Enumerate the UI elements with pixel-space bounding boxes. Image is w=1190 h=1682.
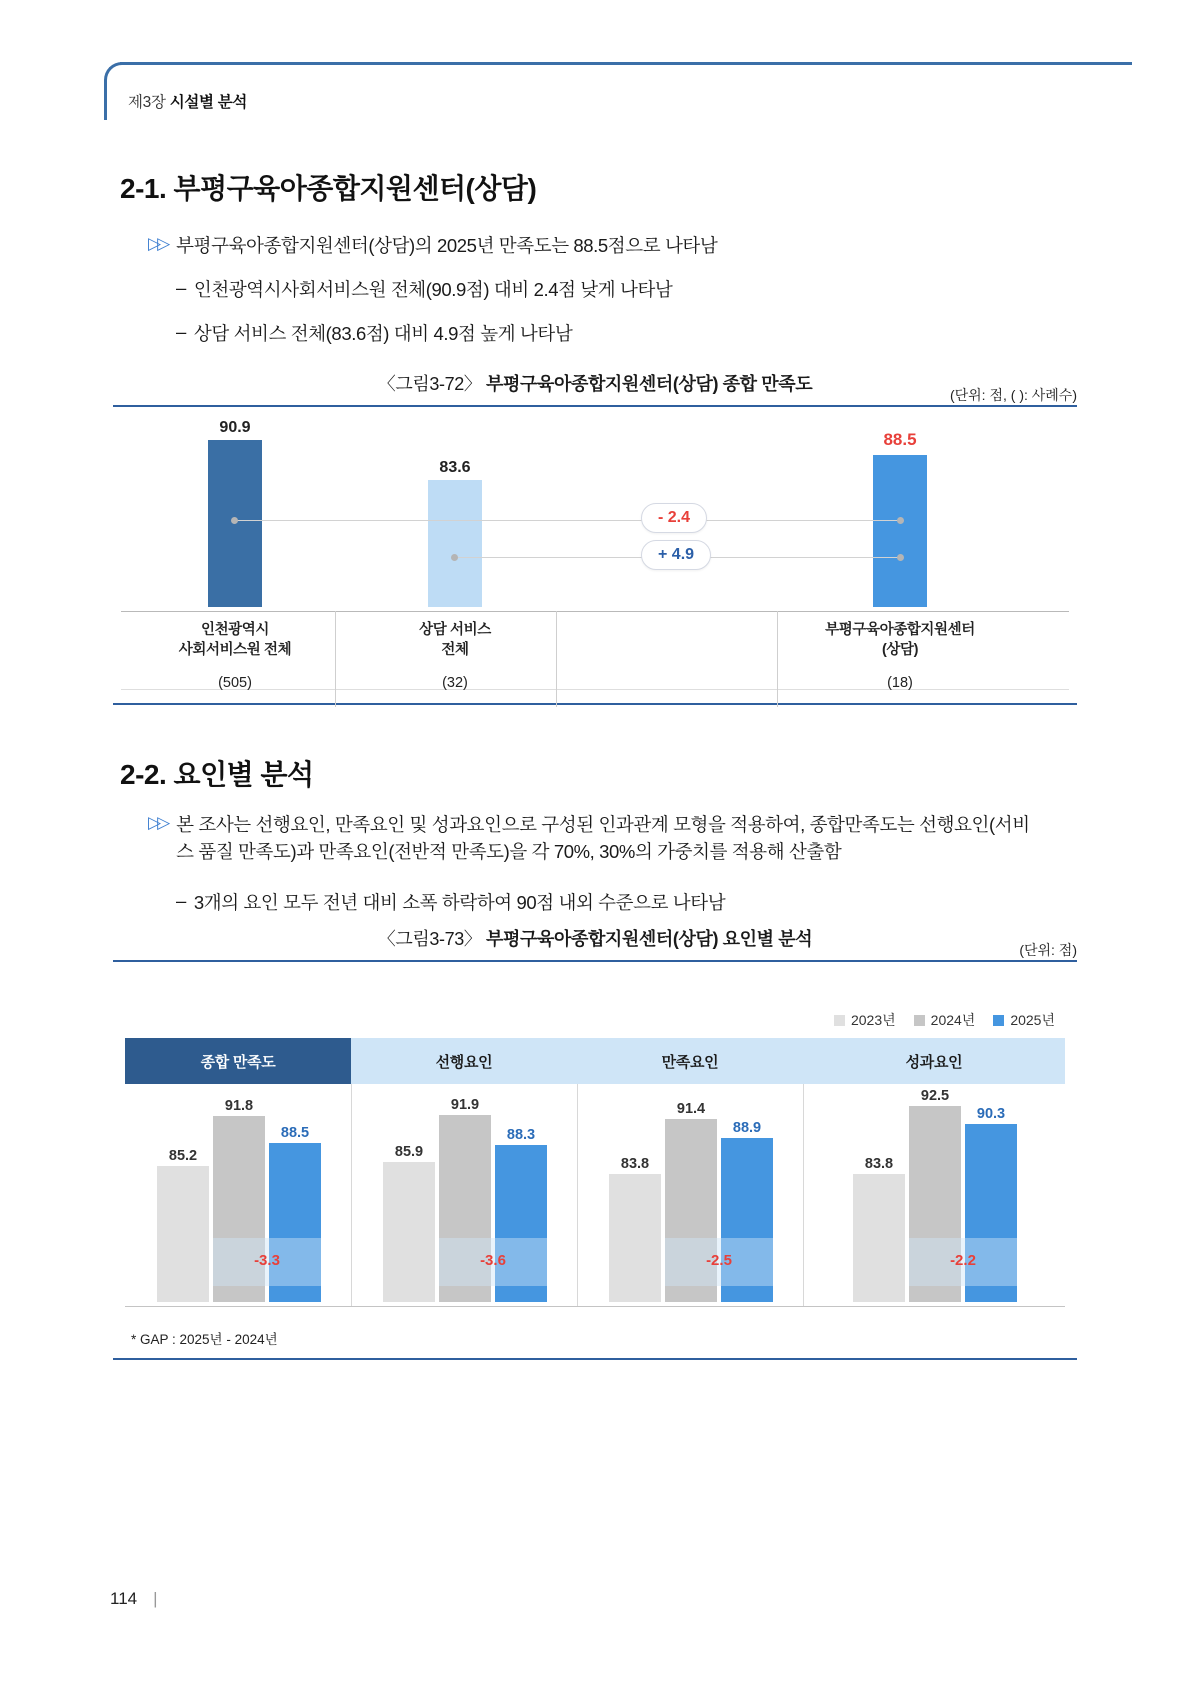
page-number	[110, 1589, 158, 1609]
figure-1-gap-badge-2: + 4.9	[641, 540, 711, 570]
figure-2-p3-gap-value: -2.5	[706, 1252, 732, 1269]
bullet-text: 3개의 요인 모두 전년 대비 소폭 하락하여 90점 내외 수준으로 나타남	[193, 892, 726, 913]
dash-marker: –	[176, 277, 186, 298]
figure-2-p3-bar-2023	[609, 1174, 661, 1302]
figure-2-panel-divider	[803, 1084, 804, 1306]
header-corner-decoration	[104, 62, 124, 120]
figure-1-connector-line-1	[235, 520, 900, 521]
figure-2-p4-gap-value: -2.2	[950, 1252, 976, 1269]
figure-2-chart	[113, 960, 1077, 1360]
figure-2-panel-2-header: 선행요인	[351, 1038, 577, 1084]
figure-1-category-2-cases: (32)	[442, 675, 468, 691]
figure-2-p2-bar-2023	[383, 1162, 435, 1302]
category-line-2: 전체	[441, 641, 469, 658]
figure-2-p2-gap-value: -3.6	[480, 1252, 506, 1269]
figure-2-p4-label-2025: 90.3	[976, 1106, 1006, 1122]
legend-item-2025	[993, 1010, 1055, 1030]
figure-2-footnote: * GAP : 2025년 - 2024년	[131, 1332, 278, 1347]
bullet-text: 부평구육아종합지원센터(상담)의 2025년 만족도는 88.5점으로 나타남	[176, 235, 718, 256]
section-2-bullet-2	[176, 890, 1036, 917]
figure-1-bar-1-value: 90.9	[219, 419, 251, 436]
figure-1-category-4-cases: (18)	[887, 675, 913, 691]
category-line-1: 인천광역시	[200, 622, 270, 638]
figure-1-bar-2-value: 83.6	[439, 459, 471, 476]
figure-1-unit-note: (단위: 점, ( ): 사례수)	[949, 387, 1077, 403]
page-header	[0, 62, 1190, 122]
figure-1-chart	[113, 405, 1077, 705]
page-number-divider: |	[153, 1589, 158, 1608]
legend-swatch-icon	[993, 1015, 1004, 1026]
running-head-chapter: 제3장	[128, 94, 166, 111]
figure-2-axis-line	[125, 1306, 1065, 1307]
figure-2-p4-label-2024: 92.5	[920, 1088, 950, 1104]
bullet-text: 인천광역시사회서비스원 전체(90.9점) 대비 2.4점 낮게 나타남	[193, 279, 673, 300]
category-line-2: 사회서비스원 전체	[178, 641, 292, 658]
figure-2-unit-note: (단위: 점)	[1019, 942, 1077, 958]
figure-2-p4-bar-2023	[853, 1174, 905, 1302]
figure-1-column-divider	[335, 611, 336, 707]
bullet-text: 상담 서비스 전체(83.6점) 대비 4.9점 높게 나타남	[193, 323, 573, 344]
legend-label: 2025년	[1010, 1012, 1055, 1028]
figure-2-p1-gap-value: -3.3	[254, 1252, 280, 1269]
figure-2-p1-label-2025: 88.5	[280, 1125, 310, 1141]
category-line-2: (상담)	[881, 641, 919, 658]
figure-1-axis-line	[121, 611, 1069, 612]
figure-2-panel-4-header: 성과요인	[803, 1038, 1065, 1084]
running-head-title: 시설별 분석	[169, 94, 248, 111]
legend-item-2023	[834, 1010, 896, 1030]
dash-marker: –	[176, 890, 186, 911]
legend-swatch-icon	[914, 1015, 925, 1026]
figure-2-panel-divider	[577, 1084, 578, 1306]
figure-1-category-1-cases: (505)	[218, 675, 252, 691]
figure-2-p1-bar-2023	[157, 1166, 209, 1302]
figure-1-connector-dot	[451, 554, 458, 561]
figure-1-bar-4-value: 88.5	[883, 430, 917, 449]
figure-2-panel-3-header: 만족요인	[577, 1038, 803, 1084]
figure-2-p3-label-2023: 83.8	[620, 1156, 650, 1172]
figure-1-caption-title: 부평구육아종합지원센터(상담) 종합 만족도	[486, 374, 813, 394]
legend-label: 2023년	[850, 1012, 896, 1028]
figure-2-p3-label-2024: 91.4	[676, 1101, 706, 1117]
figure-2-p4-label-2023: 83.8	[864, 1156, 894, 1172]
figure-2-p1-label-2023: 85.2	[168, 1148, 198, 1164]
section-1-bullet-1	[148, 233, 1028, 260]
header-rule	[120, 62, 1132, 65]
category-line-1: 부평구육아종합지원센터	[825, 622, 975, 638]
figure-1-category-2-label	[355, 621, 555, 660]
chevron-double-right-icon: ▷▷	[148, 813, 167, 832]
figure-1-bar-4	[873, 455, 927, 607]
dash-marker: –	[176, 321, 186, 342]
section-2-bullet-1	[148, 812, 1048, 866]
figure-2-legend	[834, 1010, 1055, 1030]
figure-2-panel-divider	[351, 1084, 352, 1306]
figure-1-gap-badge-1: - 2.4	[641, 503, 707, 533]
figure-1-category-1-label	[135, 621, 335, 660]
figure-2-caption-title: 부평구육아종합지원센터(상담) 요인별 분석	[486, 929, 813, 949]
chevron-double-right-icon: ▷▷	[148, 234, 167, 253]
figure-2-panel-1-header: 종합 만족도	[125, 1038, 351, 1084]
figure-1-connector-dot	[897, 517, 904, 524]
figure-1-connector-dot	[231, 517, 238, 524]
figure-1-caption-number: 〈그림3-72〉	[377, 374, 482, 394]
section-2-title: 2-2. 요인별 분석	[120, 759, 314, 790]
figure-2-caption-number: 〈그림3-73〉	[377, 929, 482, 949]
section-1-bullet-3	[176, 321, 1036, 348]
figure-2-p3-label-2025: 88.9	[732, 1120, 762, 1136]
running-head	[128, 90, 247, 112]
figure-1-category-4-label	[800, 621, 1000, 660]
bullet-text: 본 조사는 선행요인, 만족요인 및 성과요인으로 구성된 인과관계 모형을 적용하여, 종합만족도는 선행요인(서비스 품질 만족도)과 만족요인(전반적 만족도)을 각 70%, 30%의 가중치를 적용해 산출함	[176, 814, 1030, 862]
category-line-1: 상담 서비스	[419, 622, 491, 638]
figure-1-connector-dot	[897, 554, 904, 561]
section-1-title: 2-1. 부평구육아종합지원센터(상담)	[120, 173, 537, 204]
figure-1-column-divider	[556, 611, 557, 707]
figure-2-p2-label-2024: 91.9	[450, 1097, 480, 1113]
legend-item-2024	[914, 1010, 976, 1030]
section-1-bullet-2	[176, 277, 1036, 304]
figure-2-p2-label-2025: 88.3	[506, 1127, 536, 1143]
legend-swatch-icon	[834, 1015, 845, 1026]
figure-1-column-divider	[777, 611, 778, 707]
page-number-value: 114	[110, 1589, 138, 1608]
figure-2-p1-label-2024: 91.8	[224, 1098, 254, 1114]
figure-1-bar-2	[428, 480, 482, 607]
legend-label: 2024년	[930, 1012, 976, 1028]
figure-2-p2-label-2023: 85.9	[394, 1144, 424, 1160]
